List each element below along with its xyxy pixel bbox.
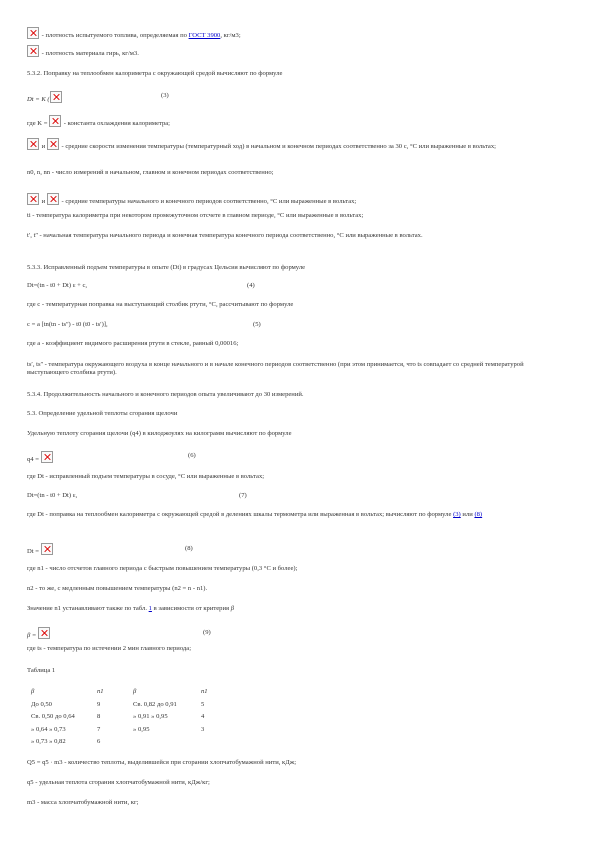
table-cell: Св. 0,50 до 0,64 xyxy=(31,713,75,720)
n2-line: n2 - то же, с медленным повышением температуры (n2 = n - n1). xyxy=(27,585,208,592)
formula-7: Dt=(tn - t0 + Dt) ε, xyxy=(27,492,78,499)
text: или xyxy=(462,511,473,518)
table-cell: Св. 0,82 до 0,91 xyxy=(133,700,177,708)
broken-image-icon xyxy=(41,543,53,555)
broken-image-icon xyxy=(27,45,39,57)
text: - плотность испытуемого топлива, определяемая по xyxy=(41,32,187,39)
text: где K = xyxy=(27,120,48,127)
ts-2min-line: где ts - температура по истечении 2 мин главного периода; xyxy=(27,645,192,652)
equation-number: (7) xyxy=(239,492,247,499)
table-header-row xyxy=(31,686,212,699)
formula-6 xyxy=(27,451,54,464)
formula-text: Dt = xyxy=(27,548,39,555)
m3-line: m3 - масса хлопчатобумажной нити, кг; xyxy=(27,799,139,806)
text: - плотность материала гирь, кг/м3. xyxy=(41,50,139,57)
equation-number: (6) xyxy=(188,452,196,459)
broken-image-icon xyxy=(27,27,39,39)
gost-3900-link[interactable]: ГОСТ 3900 xyxy=(188,32,221,39)
section-5-3-4: 5.3.4. Продолжительность начального и конечного периодов опыта увеличивают до 30 измерений. xyxy=(27,391,304,398)
formula-4: Dt=(tn - t0 + Dt) ε + c, xyxy=(27,282,88,289)
density-weights-line xyxy=(27,45,139,58)
formula-text: β = xyxy=(27,632,37,639)
table-cell: 3 xyxy=(201,725,205,733)
table-cell: » 0,95 xyxy=(133,725,150,733)
broken-image-icon xyxy=(27,138,39,150)
table-cell: До 0,50 xyxy=(31,700,52,708)
broken-image-icon xyxy=(49,115,61,127)
table-cell: 5 xyxy=(201,700,205,708)
table-cell xyxy=(201,736,212,749)
table-row xyxy=(31,724,212,737)
broken-image-icon xyxy=(47,138,59,150)
table-cell: 8 xyxy=(97,713,101,720)
table-cell: 9 xyxy=(97,700,101,708)
n1-line: где n1 - число отсчетов главного периода с быстрым повышением температуры (0,3 °C и более); xyxy=(27,565,298,572)
equation-number: (3) xyxy=(161,92,169,99)
q4-intro: Удельную теплоту сгорания щелочи (q4) в килоджоулях на килограмм вычисляют по формуле xyxy=(27,430,292,437)
formula-text: Dt = K ( xyxy=(27,96,50,103)
header-cell: n1 xyxy=(201,688,208,695)
table-cell: 7 xyxy=(97,725,101,733)
formula-text: q4 = xyxy=(27,456,39,463)
section-5-3-2: 5.3.2. Поправку на теплообмен калориметра с окружающей средой вычисляют по формуле xyxy=(27,70,283,77)
formula-8-link[interactable]: (8) xyxy=(474,511,483,518)
header-cell: β xyxy=(133,688,137,695)
table-cell: 4 xyxy=(201,713,205,720)
q5-specific-line: q5 - удельная теплота сгорания хлопчатобумажной нити, кДж/кг; xyxy=(27,779,210,786)
text: - средние скорости изменения температуры (температурный ход) в начальном и конечном периодах соответственно за 30 с, °C или выраженные в вольтах; xyxy=(61,143,496,150)
text: , кг/м3; xyxy=(220,32,241,39)
formula-5: c = a [tn(tn - tsʺ) - t0 (t0 - tsʹ)], xyxy=(27,321,108,328)
text: - константа охлаждения калориметра; xyxy=(63,120,171,127)
table-cell: 6 xyxy=(97,738,101,745)
mean-temps-line xyxy=(27,193,356,206)
ts-line: tsʹ, tsʺ - температура окружающего воздуха в конце начального и в начале конечного периодов соответственно (при этом принимается, что ts совпадает со средней температурой выступающего столбика ртути). xyxy=(27,361,524,376)
text: - средние температуры начального и конечного периодов соответственно, °C или выраженные в вольтах; xyxy=(61,198,357,205)
q5-line: Q5 = q5 · m3 - количество теплоты, выделившейся при сгорании хлопчатобумажной нити, кДж; xyxy=(27,759,297,766)
equation-number: (8) xyxy=(185,545,193,552)
table-1-link[interactable]: 1 xyxy=(148,605,152,612)
text: в зависимости от критерия xyxy=(153,605,230,612)
section-5-3: 5.3. Определение удельной теплоты сгорания щелочи xyxy=(27,410,178,417)
broken-image-icon xyxy=(27,193,39,205)
alpha-line: где a - коэффициент видимого расширения ртути в стекле, равный 0,00016; xyxy=(27,340,239,347)
text: и xyxy=(41,198,46,205)
n-counts-line: n0, n, nn - число измерений в начальном, главном и конечном периодах соответственно; xyxy=(27,169,274,176)
dt-definition-line: где Dt - исправленный подъем температуры в сосуде, °C или выраженные в вольтах; xyxy=(27,473,265,480)
temperature-rate-line xyxy=(27,138,527,151)
ti-line: ti - температура калориметра при некотором промежуточном отсчете в главном периоде, °C или выраженные в вольтах; xyxy=(27,212,364,219)
formula-8 xyxy=(27,543,54,556)
formula-3 xyxy=(27,91,63,104)
broken-image-icon xyxy=(38,627,50,639)
formula-9 xyxy=(27,627,51,640)
text: где Dt - поправка на теплообмен калориметра с окружающей средой в делениях шкалы термометра или выраженная в вольтах; вычисляют по формуле xyxy=(27,511,452,518)
header-cell: β xyxy=(31,688,35,695)
c-correction-line: где c - температурная поправка на выступающий столбик ртути, °C, рассчитывают по формуле xyxy=(27,301,294,308)
dt-correction-line xyxy=(27,511,527,519)
header-cell: n1 xyxy=(97,688,104,695)
equation-number: (9) xyxy=(203,629,211,636)
table-cell: » 0,91 » 0,95 xyxy=(133,713,168,720)
text: Значение n1 устанавливают также по табл. xyxy=(27,605,147,612)
constant-k-line xyxy=(27,115,170,128)
equation-number: (5) xyxy=(253,321,261,328)
text: и xyxy=(41,143,46,150)
density-fuel-line xyxy=(27,27,241,40)
beta-symbol: β xyxy=(230,605,234,612)
table-caption: Таблица 1 xyxy=(27,667,56,674)
broken-image-icon xyxy=(50,91,62,103)
section-5-3-3: 5.3.3. Исправленный подъем температуры в опыте (Dt) в градусах Цельсия вычисляют по формуле xyxy=(27,264,306,271)
table-cell: » 0,64 » 0,73 xyxy=(31,725,66,733)
table-row xyxy=(31,736,212,749)
table-cell xyxy=(133,736,201,749)
formula-3-link[interactable]: (3) xyxy=(453,511,461,518)
table-1 xyxy=(31,686,212,749)
n1-table-ref-line xyxy=(27,605,234,613)
equation-number: (4) xyxy=(247,282,255,289)
broken-image-icon xyxy=(47,193,59,205)
table-row xyxy=(31,699,212,712)
t-prime-line: tʹ, tʺ - начальная температура начального периода и конечная температура конечного периода соответственно, °C или выраженные в вольтах. xyxy=(27,232,423,239)
table-cell: » 0,73 » 0,82 xyxy=(31,738,66,745)
table-row xyxy=(31,711,212,724)
broken-image-icon xyxy=(41,451,53,463)
